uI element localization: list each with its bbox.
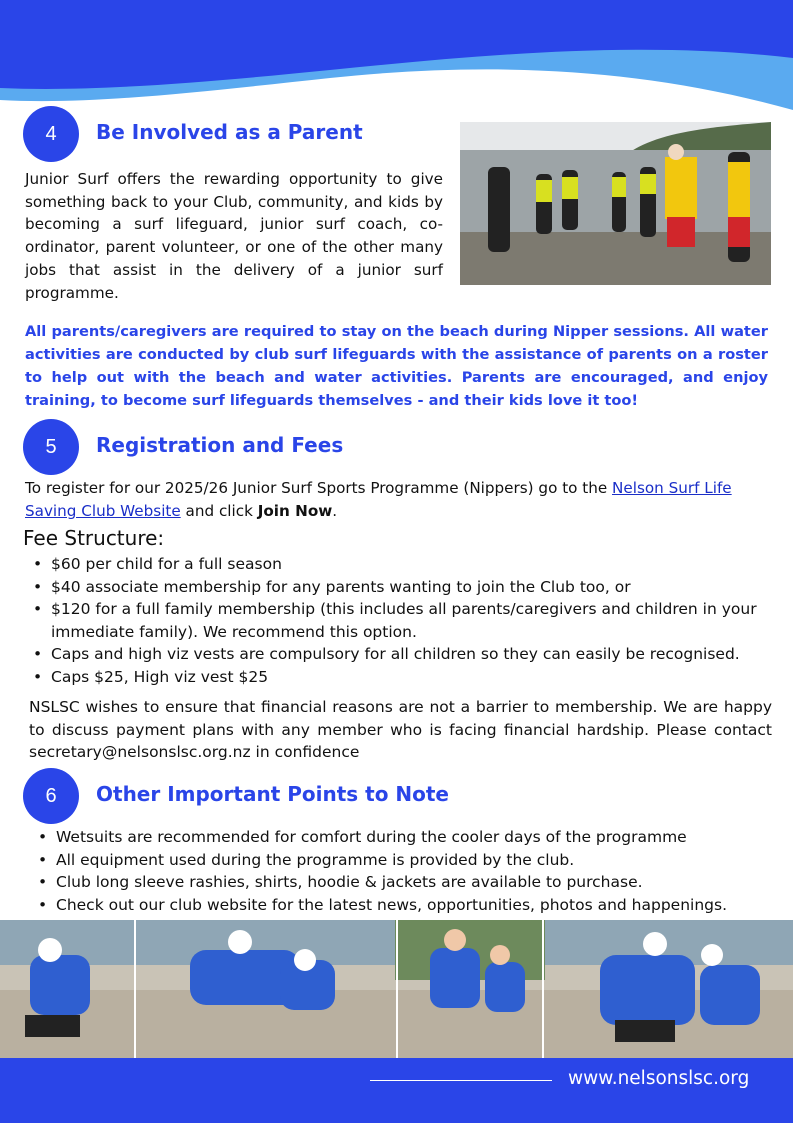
fee-list — [25, 553, 765, 689]
fee-item: • Caps and high viz vests are compulsory for all children so they can easily be recognised. — [25, 643, 765, 666]
section-number-4: 4 — [23, 106, 79, 162]
fee-structure-title: Fee Structure: — [23, 526, 165, 550]
section-number-6: 6 — [23, 768, 79, 824]
point-item: • Check out our club website for the latest news, opportunities, photos and happenings. — [30, 894, 770, 917]
footer-website-url[interactable]: www.nelsonslsc.org — [568, 1068, 750, 1089]
registration-intro-text: To register for our 2025/26 Junior Surf Sports Programme (Nippers) go to the — [25, 479, 613, 497]
registration-intro-middle: and click — [180, 501, 258, 520]
fee-item: • $60 per child for a full season — [25, 553, 765, 576]
registration-intro-end: . — [332, 501, 338, 520]
header-wave — [0, 0, 793, 130]
section-number-5: 5 — [23, 419, 79, 475]
join-now-text: Join Now — [257, 501, 333, 520]
fee-item: • $40 associate membership for any parents wanting to join the Club too, or — [25, 576, 765, 599]
footer-bar — [0, 1058, 793, 1123]
point-item: • Club long sleeve rashies, shirts, hoodie & jackets are available to purchase. — [30, 871, 770, 894]
section-title-other-points: Other Important Points to Note — [96, 782, 449, 806]
fee-item: • Caps $25, High viz vest $25 — [25, 666, 765, 689]
parent-requirements-highlight: All parents/caregivers are required to stay on the beach during Nipper sessions. All water activities are conducted by club surf lifeguards with the assistance of parents on a roster to help out with the beach and water activities. Parents are encouraged, and enjoy training, to become surf lifeguards themselves - and their kids love it too! — [25, 323, 768, 409]
fee-item: • $120 for a full family membership (this includes all parents/caregivers and children in your immediate family). We recommend this option. — [25, 598, 765, 643]
hardship-paragraph: NSLSC wishes to ensure that financial reasons are not a barrier to membership. We are happy to discuss payment plans with any member who is facing financial hardship. Please contact secretary@nelsonslsc.org.nz in confidence — [29, 698, 772, 762]
club-website-link[interactable]: Nelson Surf Life Saving Club Website — [25, 479, 732, 520]
points-list — [30, 826, 770, 916]
beach-training-photo — [460, 122, 771, 285]
point-item: • All equipment used during the programme is provided by the club. — [30, 849, 770, 872]
point-item: • Wetsuits are recommended for comfort during the cooler days of the programme — [30, 826, 770, 849]
footer-divider — [370, 1080, 552, 1081]
section-title-parent: Be Involved as a Parent — [96, 120, 363, 144]
section-title-registration: Registration and Fees — [96, 433, 344, 457]
nippers-photo-strip — [0, 920, 793, 1060]
parent-paragraph: Junior Surf offers the rewarding opportunity to give something back to your Club, community, and kids by becoming a surf lifeguard, junior surf coach, co-ordinator, parent volunteer, or one of the other many jobs that assist in the delivery of a junior surf programme. — [25, 170, 443, 302]
registration-intro — [25, 477, 768, 522]
